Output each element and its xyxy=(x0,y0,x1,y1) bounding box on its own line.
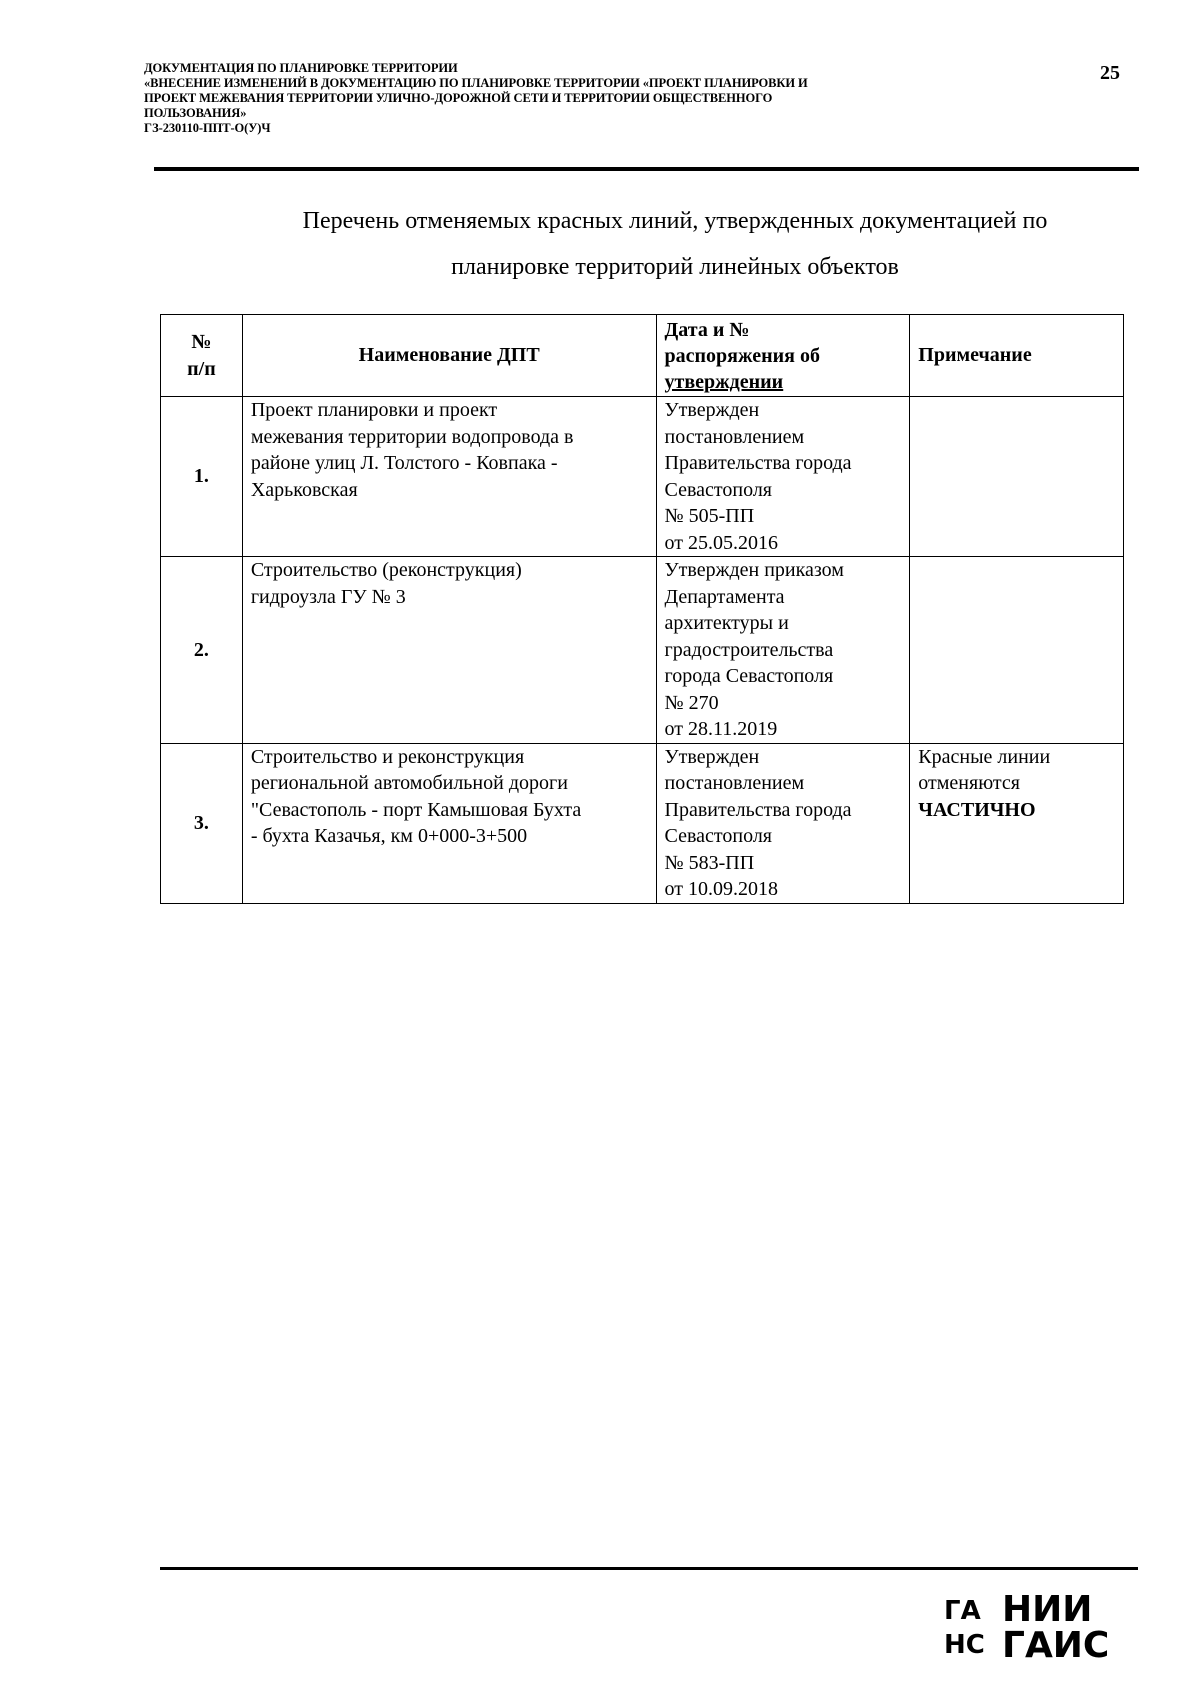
row-note xyxy=(910,397,1124,557)
row-decree-line: № 270 xyxy=(664,691,719,714)
row-decree-line: Утвержден приказом xyxy=(664,559,844,581)
document-header xyxy=(144,61,1074,136)
page-title xyxy=(240,198,1110,290)
row-name xyxy=(242,743,656,903)
header-num xyxy=(161,315,243,397)
row-decree xyxy=(656,557,910,744)
row-decree-line: архитектуры и xyxy=(664,612,789,634)
row-decree-line: постановлением xyxy=(664,772,805,794)
row-name-line: "Севастополь - порт Камышовая Бухта xyxy=(250,798,582,821)
row-name-line: Строительство и реконструкция xyxy=(250,745,525,768)
header-line: «ВНЕСЕНИЕ ИЗМЕНЕНИЙ В ДОКУМЕНТАЦИЮ ПО ПЛАНИРОВКЕ ТЕРРИТОРИИ «ПРОЕКТ ПЛАНИРОВКИ И xyxy=(144,76,808,90)
row-note-line: отменяются xyxy=(918,772,1020,794)
row-decree-line: Правительства города xyxy=(664,798,852,821)
row-decree xyxy=(656,743,910,903)
header-decree-line: распоряжения об xyxy=(664,344,820,367)
page-number: 25 xyxy=(1100,62,1120,84)
title-line-2: планировке территорий линейных объектов xyxy=(451,254,899,280)
row-decree-line: Севастополя xyxy=(664,825,773,847)
row-name-line: региональной автомобильной дороги xyxy=(250,772,568,794)
row-decree-line: градостроительства xyxy=(664,638,834,661)
row-decree-line: города Севастополя xyxy=(664,665,834,687)
red-lines-table xyxy=(160,314,1124,904)
header-decree-line: Дата и № xyxy=(664,318,750,341)
row-decree-line: Правительства города xyxy=(664,452,852,474)
table-row xyxy=(161,557,1124,744)
row-name xyxy=(242,397,656,557)
row-decree xyxy=(656,397,910,557)
niigais-logo xyxy=(944,1585,1124,1663)
row-note xyxy=(910,557,1124,744)
header-line: ПОЛЬЗОВАНИЯ» xyxy=(144,106,247,120)
row-name-line: Строительство (реконструкция) xyxy=(250,559,522,581)
document-code: ГЗ-230110-ППТ-О(У)Ч xyxy=(144,121,271,135)
row-decree-line: Департамента xyxy=(664,585,785,608)
row-name-line: районе улиц Л. Толстого - Ковпака - xyxy=(250,452,558,474)
header-name: Наименование ДПТ xyxy=(242,315,656,397)
row-name-line: межевания территории водопровода в xyxy=(250,425,574,448)
row-decree-line: от 10.09.2018 xyxy=(664,878,778,900)
header-decree xyxy=(656,315,910,397)
row-name-line: Харьковская xyxy=(250,478,358,501)
row-decree-line: Севастополя xyxy=(664,478,773,501)
row-decree-line: от 25.05.2016 xyxy=(664,531,778,554)
header-num-line: № xyxy=(191,331,212,353)
title-line-1: Перечень отменяемых красных линий, утвержденных документацией по xyxy=(302,208,1048,234)
header-num-line: п/п xyxy=(187,357,216,380)
logo-mark-top: ГА xyxy=(944,1596,981,1626)
row-name xyxy=(242,557,656,744)
header-divider xyxy=(154,167,1139,171)
table-row xyxy=(161,397,1124,557)
logo-word-top: НИИ xyxy=(1002,1589,1093,1630)
header-line: ПРОЕКТ МЕЖЕВАНИЯ ТЕРРИТОРИИ УЛИЧНО-ДОРОЖНОЙ СЕТИ И ТЕРРИТОРИИ ОБЩЕСТВЕННОГО xyxy=(144,91,773,105)
row-number: 2. xyxy=(161,557,243,744)
row-decree-line: от 28.11.2019 xyxy=(664,718,778,740)
row-decree-line: Утвержден xyxy=(664,399,760,421)
row-number: 1. xyxy=(161,397,243,557)
row-note-emphasis: ЧАСТИЧНО xyxy=(918,798,1036,821)
header-decree-line: утверждении xyxy=(664,370,784,393)
table-header-row xyxy=(161,315,1124,397)
row-note xyxy=(910,743,1124,903)
logo-word-bottom: ГАИС xyxy=(1002,1625,1110,1663)
header-note: Примечание xyxy=(910,315,1124,397)
row-decree-line: № 505-ПП xyxy=(664,505,755,527)
row-number: 3. xyxy=(161,743,243,903)
table-row xyxy=(161,743,1124,903)
logo-mark-bottom: НС xyxy=(944,1630,985,1660)
row-name-line: гидроузла ГУ № 3 xyxy=(250,585,406,608)
logo-graphic xyxy=(944,1585,1124,1663)
row-note-line: Красные линии xyxy=(918,745,1051,768)
row-decree-line: Утвержден xyxy=(664,745,760,768)
footer-divider xyxy=(160,1567,1138,1570)
header-line: ДОКУМЕНТАЦИЯ ПО ПЛАНИРОВКЕ ТЕРРИТОРИИ xyxy=(144,61,458,75)
row-name-line: Проект планировки и проект xyxy=(250,399,498,421)
row-decree-line: № 583-ПП xyxy=(664,851,755,874)
row-decree-line: постановлением xyxy=(664,425,805,448)
row-name-line: - бухта Казачья, км 0+000-3+500 xyxy=(250,825,528,847)
